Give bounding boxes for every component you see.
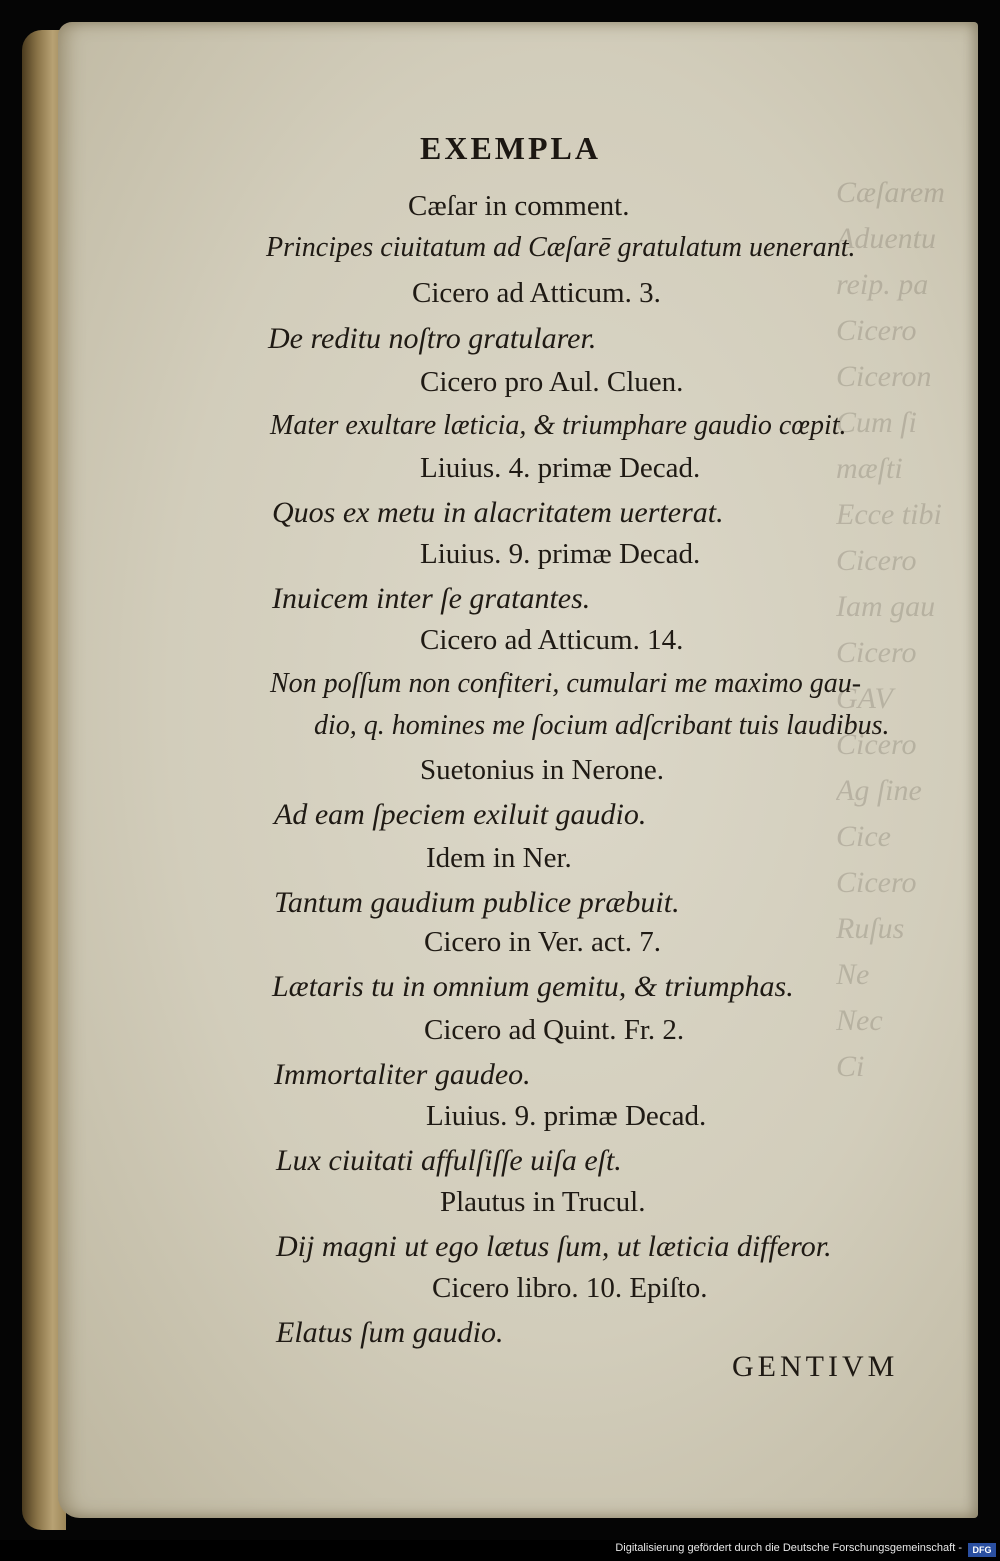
catchword: GENTIVM	[732, 1350, 899, 1383]
text-line: Cicero libro. 10. Epiſto.	[432, 1272, 708, 1304]
text-line: Ad eam ſpeciem exiluit gaudio.	[274, 798, 647, 831]
text-line: Elatus ſum gaudio.	[276, 1316, 504, 1349]
text-line: Lux ciuitati affulſiſſe uiſa eſt.	[276, 1144, 622, 1177]
text-line: Lætaris tu in omnium gemitu, & triumphas.	[272, 970, 794, 1003]
text-line: Principes ciuitatum ad Cæſarē gratulatum uenerant.	[266, 232, 856, 263]
text-line: Liuius. 9. primæ Decad.	[420, 538, 701, 570]
text-line: Liuius. 9. primæ Decad.	[426, 1100, 707, 1132]
text-line: Suetonius in Nerone.	[420, 754, 665, 786]
text-line: Cicero ad Atticum. 14.	[420, 624, 684, 656]
text-line: Cicero in Ver. act. 7.	[424, 926, 662, 958]
text-line: De reditu noſtro gratularer.	[268, 322, 597, 355]
text-line: Mater exultare læticia, & triumphare gaudio cœpit.	[270, 410, 847, 441]
footer-credit: Digitalisierung gefördert durch die Deutsche Forschungsgemeinschaft -	[615, 1542, 962, 1554]
show-through-text: Cæſarem Aduentu reip. pa Cicero Ciceron Cum ſi mæſti Ecce tibi Cicero Iam gau Cicero GAV Cicero Ag ſine Cice Cicero Ruſus Ne Nec Ci	[836, 176, 945, 1083]
text-line: Immortaliter gaudeo.	[274, 1058, 531, 1091]
running-heading: EXEMPLA	[420, 130, 601, 166]
text-line: Cicero pro Aul. Cluen.	[420, 366, 684, 398]
text-line: Cæſar in comment.	[408, 190, 630, 222]
text-line: Dij magni ut ego lætus ſum, ut læticia differor.	[276, 1230, 832, 1263]
text-line: Idem in Ner.	[426, 842, 572, 874]
text-line: dio, q. homines me ſocium adſcribant tuis laudibus.	[314, 710, 890, 741]
text-line: Quos ex metu in alacritatem uerterat.	[272, 496, 724, 529]
text-line: Non poſſum non confiteri, cumulari me maximo gau-	[270, 668, 862, 699]
text-line: Liuius. 4. primæ Decad.	[420, 452, 701, 484]
text-line: Plautus in Trucul.	[440, 1186, 646, 1218]
text-line: Tantum gaudium publice præbuit.	[274, 886, 680, 919]
text-line: Cicero ad Quint. Fr. 2.	[424, 1014, 685, 1046]
text-line: Inuicem inter ſe gratantes.	[272, 582, 591, 615]
footer-bar	[0, 1540, 1000, 1561]
text-line: Cicero ad Atticum. 3.	[412, 277, 661, 309]
dfg-logo-icon: DFG	[968, 1543, 996, 1557]
